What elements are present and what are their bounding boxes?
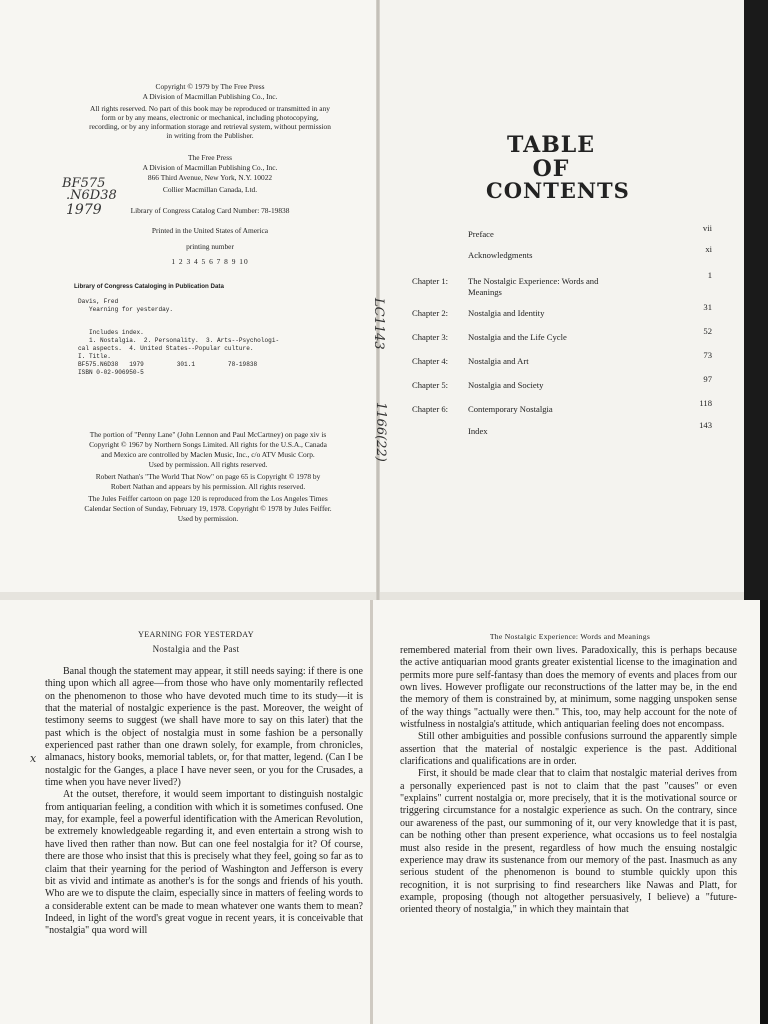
- toc-entry: [412, 302, 712, 332]
- toc-entry: [412, 350, 712, 380]
- cip-line: 1. Nostalgia. 2. Personality. 3. Arts--Psychologi-: [78, 337, 280, 344]
- toc-title-line-1: TABLE: [506, 132, 596, 158]
- toc-entry: [412, 244, 712, 274]
- permission-line: Robert Nathan and appears by his permission. All rights reserved.: [110, 482, 306, 491]
- toc-chapter-label: Chapter 1:: [412, 276, 449, 286]
- collier-line: Collier Macmillan Canada, Ltd.: [162, 185, 258, 194]
- cip-heading: Library of Congress Cataloging in Publication Data: [74, 283, 224, 290]
- toc-page-number: 73: [703, 350, 712, 360]
- toc-page-number: 118: [699, 398, 712, 408]
- paragraph: Still other ambiguities and possible confusions surround the apparently simple assertion that the material of nostalgic experience is the past. Additional clarifications and qualifications are in order.: [400, 731, 737, 768]
- permission-line: Calendar Section of Sunday, February 19, 1978. Copyright © 1978 by Jules Feiffer.: [84, 504, 332, 513]
- toc-title: Index: [468, 426, 488, 436]
- toc-page-number: 143: [699, 420, 712, 430]
- permission-line: The portion of "Penny Lane" (John Lennon and Paul McCartney) on page xiv is: [89, 430, 327, 439]
- publisher-division: A Division of Macmillan Publishing Co., Inc.: [142, 163, 278, 172]
- paragraph: At the outset, therefore, it would seem important to distinguish nostalgic from antiquarian feeling, a condition with which it is sometimes confused. One may, for example, feel a powerful identification with the American Revolution, be extremely knowledgeable regarding it, and even entertain a strong wish to have lived then rather than now. But can one feel nostalgia for it? Of course, there are those who insist that this is precisely what they feel, going so far as to claim that their yearning for the period of Washington and Jefferson is every bit as vivid and intimate as another's is for the songs and friends of his youth. Who are we to dispute the claim, especially since in matters of feeling words to a considerable extent can be made to mean whatever one wants them to mean? Indeed, in light of the word's great vogue in recent years, it is conceivable that "nostalgia" qua word will: [45, 789, 363, 937]
- toc-page-number: xi: [705, 244, 712, 254]
- toc-title: Acknowledgments: [468, 250, 533, 260]
- toc-entry: [412, 420, 712, 450]
- toc-title: The Nostalgic Experience: Words and Meanings: [468, 276, 599, 297]
- left-body: [45, 666, 363, 938]
- publisher-name: The Free Press: [188, 153, 232, 162]
- toc-title-line-3: CONTENTS: [486, 178, 630, 203]
- lccn-line: Library of Congress Catalog Card Number: 78-19838: [130, 206, 290, 215]
- toc-title: Nostalgia and the Life Cycle: [468, 332, 567, 342]
- paragraph: remembered material from their own lives. Paradoxically, this is perhaps because the active antiquarian mood grants greater existential license to the imagination and permits more pure self-fantasy than does the memory of events and places from our own lives. However profligate our reconstructions of the latter may be, in the end the memory of them is constrained by, at minimum, some nagging unspoken sense of the way things "actually were then." This, too, may help account for the note of wistfulness in nostalgia's attitude, which antiquarian feeling does not encompass.: [400, 645, 737, 731]
- toc-title: Contemporary Nostalgia: [468, 404, 553, 414]
- handwritten-margin-note: 1166(22): [373, 402, 388, 462]
- permission-line: Used by permission.: [177, 514, 239, 523]
- cip-line: Includes index.: [78, 329, 144, 336]
- toc-chapter-label: Chapter 3:: [412, 332, 449, 342]
- paragraph: Banal though the statement may appear, it still needs saying: if there is one thing upon which all agree—from those who have only momentarily reflected on the phenomenon to those who have devoted much time to its study—it is that the material of nostalgic experience is the past. Moreover, the weight of testimony seems to suggest (we shall have more to say on this later) that the past which is the object of nostalgia must in some fashion be a personally experienced past rather than one drawn solely, for example, from chronicles, almanacs, history books, memorial tablets, or, for that matter, legend. (Can I be nostalgic for the Ganges, a place I have never seen, or you for the Crusades, a time when you have never lived?): [45, 666, 363, 789]
- cip-line: ISBN 0-02-906950-5: [78, 369, 144, 376]
- toc-title: Nostalgia and Identity: [468, 308, 545, 318]
- permission-line: Robert Nathan's "The World That Now" on page 65 is Copyright © 1978 by: [95, 472, 321, 481]
- handwritten-callnumber-1: BF575: [62, 176, 106, 191]
- handwritten-callnumber-2: .N6D38: [66, 188, 117, 203]
- toc-title-line-2: OF: [532, 156, 570, 182]
- paragraph: First, it should be made clear that to claim that nostalgic material derives from a personally experienced past is not to claim that the past "causes" or even "explains" current nostalgia or, more precisely, that it is the motivational source or triggering circumstance for a nostalgic experience as such. On the contrary, since our awareness of the past, our summoning of it, our very knowledge that it is past, can be nothing other than present experience, what occasions us to feel nostalgia must also reside in the present, regardless of how much the ensuing nostalgic experience may draw its sustenance from our memory of the past. Inasmuch as any serious student of the phenomenon is bound to stumble quickly upon this recognition, it is not surprising to find researchers like Nawas and Platt, for example, proposing (though not altogether persuasively, I believe) a "future-oriented theory of nostalgia," in which they maintain that: [400, 768, 737, 916]
- running-head: YEARNING FOR YESTERDAY: [138, 630, 254, 639]
- toc-entry: [412, 398, 712, 428]
- toc-entry: [412, 270, 712, 300]
- toc-page-number: 31: [703, 302, 712, 312]
- right-body: [400, 645, 737, 917]
- toc-page-number: vii: [702, 223, 712, 233]
- toc-chapter-label: Chapter 6:: [412, 404, 449, 414]
- toc-page-number: 52: [703, 326, 712, 336]
- printing-label: printing number: [186, 242, 234, 251]
- handwritten-margin-note: LC1143: [371, 298, 386, 350]
- handwritten-callnumber-3: 1979: [66, 202, 102, 218]
- copyright-division: A Division of Macmillan Publishing Co., Inc.: [142, 92, 278, 101]
- toc-title: Nostalgia and Art: [468, 356, 529, 366]
- margin-mark: x: [30, 752, 37, 765]
- rights-line-3: recording, or by any information storage and retrieval system, without permission: [89, 122, 331, 131]
- toc-title: Nostalgia and Society: [468, 380, 544, 390]
- toc-chapter-label: Chapter 2:: [412, 308, 449, 318]
- toc-page-number: 97: [703, 374, 712, 384]
- permission-line: and Mexico are controlled by Maclen Music, Inc., c/o ATV Music Corp.: [101, 450, 315, 459]
- scan-edge-top: [744, 0, 768, 600]
- cip-line: I. Title.: [78, 353, 111, 360]
- printing-numbers: 1 2 3 4 5 6 7 8 9 10: [171, 257, 249, 266]
- cip-line: cal aspects. 4. United States--Popular culture.: [78, 345, 254, 352]
- rights-line-4: in writing from the Publisher.: [166, 131, 254, 140]
- section-title: Nostalgia and the Past: [152, 644, 240, 654]
- copyright-line: Copyright © 1979 by The Free Press: [155, 82, 265, 91]
- permission-line: Used by permission. All rights reserved.: [148, 460, 268, 469]
- page-gap: [0, 592, 768, 600]
- toc-chapter-label: Chapter 4:: [412, 356, 449, 366]
- printed-line: Printed in the United States of America: [151, 226, 269, 235]
- rights-line-2: form or by any means, electronic or mechanical, including photocopying,: [101, 113, 319, 122]
- toc-title: Preface: [468, 229, 494, 239]
- cip-line: Yearning for yesterday.: [78, 306, 174, 313]
- scan-edge-bottom: [760, 600, 768, 1024]
- toc-chapter-label: Chapter 5:: [412, 380, 449, 390]
- permission-line: Copyright © 1967 by Northern Songs Limited. All rights for the U.S.A., Canada: [89, 440, 327, 449]
- cip-line: BF575.N6D38 1979 301.1 78-19838: [78, 361, 258, 368]
- cip-line: Davis, Fred: [78, 298, 119, 305]
- toc-entry: [412, 374, 712, 404]
- toc-page-number: 1: [707, 270, 712, 280]
- running-head: The Nostalgic Experience: Words and Meanings: [489, 632, 651, 641]
- book-gutter-bottom: [370, 600, 373, 1024]
- rights-line-1: All rights reserved. No part of this book may be reproduced or transmitted in any: [90, 104, 330, 113]
- toc-entry: [412, 326, 712, 356]
- publisher-address: 866 Third Avenue, New York, N.Y. 10022: [147, 173, 273, 182]
- permission-line: The Jules Feiffer cartoon on page 120 is reproduced from the Los Angeles Times: [88, 494, 328, 503]
